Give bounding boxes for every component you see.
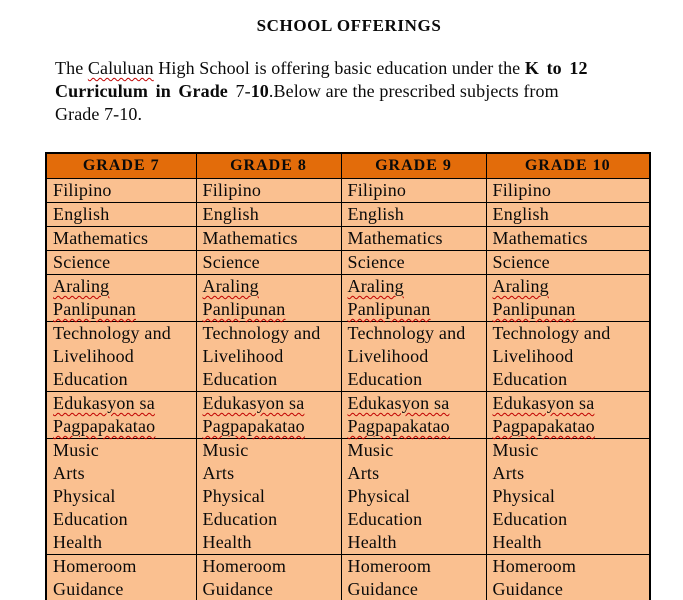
subject-cell [486, 227, 650, 251]
subject-line [53, 227, 192, 250]
subject-cell [341, 439, 486, 555]
intro-bold-segment: 10 [250, 81, 269, 101]
misspelled-word: Edukasyon sa [492, 393, 595, 413]
subject-line [203, 415, 337, 438]
subject-text: Mathematics [492, 228, 588, 248]
subject-text: English [347, 204, 404, 224]
subject-line [348, 203, 482, 226]
intro-text-segment: The [55, 58, 88, 78]
subject-text: Music [202, 440, 249, 460]
subject-cell [196, 275, 341, 322]
subject-line [493, 203, 646, 226]
misspelled-word: Panlipunan [492, 299, 576, 319]
subject-line [348, 555, 482, 578]
subject-text: Filipino [53, 180, 112, 200]
subject-cell [46, 322, 196, 392]
subject-cell [46, 439, 196, 555]
subject-cell [46, 275, 196, 322]
intro-bold-segment: Curriculum in Grade [55, 81, 236, 101]
subject-text: Mathematics [347, 228, 443, 248]
subject-text: Health [202, 532, 252, 552]
subject-line [348, 578, 482, 600]
subject-text: Filipino [347, 180, 407, 200]
subject-line [53, 322, 192, 345]
subject-text: Technology and [202, 323, 321, 343]
subject-text: Livelihood [347, 346, 429, 366]
subject-text: Arts [492, 463, 525, 483]
subject-line [348, 251, 482, 274]
subject-text: Physical [347, 486, 411, 506]
subject-text: Technology and [347, 323, 466, 343]
subject-line [348, 508, 482, 531]
subject-line [203, 578, 337, 600]
subject-line [53, 462, 192, 485]
subject-line [53, 531, 192, 554]
intro-text-segment: Grade 7-10. [55, 104, 143, 124]
subject-text: Filipino [492, 180, 552, 200]
subject-text: Music [492, 440, 539, 460]
subject-line [348, 531, 482, 554]
subject-row [46, 392, 650, 439]
misspelled-word: Panlipunan [53, 299, 136, 319]
subject-text: Homeroom [347, 556, 432, 576]
subject-line [348, 462, 482, 485]
intro-text-segment: High School is offering basic education under the [153, 58, 525, 78]
subject-text: Homeroom [53, 556, 137, 576]
subject-text: Education [347, 369, 423, 389]
subject-line [348, 179, 482, 202]
subject-cell [46, 203, 196, 227]
subject-text: Homeroom [492, 556, 577, 576]
misspelled-word: Edukasyon sa [202, 393, 305, 413]
subject-line [348, 275, 482, 298]
subject-line [493, 578, 646, 600]
subject-cell [341, 179, 486, 203]
subject-line [203, 179, 337, 202]
subject-line [203, 485, 337, 508]
subject-text: Science [53, 252, 111, 272]
subject-line [493, 392, 646, 415]
subject-line [493, 555, 646, 578]
subject-cell [196, 392, 341, 439]
subject-row [46, 275, 650, 322]
subject-text: Science [492, 252, 550, 272]
subject-cell [486, 439, 650, 555]
subject-cell [341, 203, 486, 227]
subject-line [203, 392, 337, 415]
subject-row [46, 555, 650, 600]
subject-line [348, 439, 482, 462]
subject-line [203, 531, 337, 554]
subject-text: Education [492, 509, 568, 529]
misspelled-word: Panlipunan [202, 299, 286, 319]
misspelled-word: Araling [53, 276, 110, 296]
misspelled-word: Araling [347, 276, 404, 296]
subject-text: Livelihood [53, 346, 134, 366]
subject-text: Homeroom [202, 556, 287, 576]
subject-line [53, 251, 192, 274]
subject-line [493, 508, 646, 531]
subject-line [348, 392, 482, 415]
misspelled-word: Araling [202, 276, 259, 296]
subject-text: Arts [347, 463, 380, 483]
subject-line [203, 227, 337, 250]
subject-cell [46, 251, 196, 275]
intro-bold-segment: K to 12 [524, 58, 588, 78]
intro-paragraph [55, 57, 651, 126]
subject-text: English [202, 204, 259, 224]
subject-cell [196, 322, 341, 392]
misspelled-word: Panlipunan [347, 299, 431, 319]
subject-cell [196, 227, 341, 251]
grade-column-header: GRADE 9 [341, 153, 486, 179]
table-header [46, 153, 650, 179]
subject-cell [46, 392, 196, 439]
subject-cell [341, 251, 486, 275]
subject-text: Guidance [202, 579, 274, 599]
subject-cell [196, 251, 341, 275]
subject-line [493, 179, 646, 202]
subject-line [53, 345, 192, 368]
subject-text: Science [347, 252, 405, 272]
subject-text: Guidance [347, 579, 419, 599]
grade-column-header: GRADE 10 [486, 153, 650, 179]
subject-cell [196, 439, 341, 555]
grade-column-header: GRADE 7 [46, 153, 196, 179]
subject-text: Science [202, 252, 260, 272]
subject-line [493, 322, 646, 345]
subject-line [203, 555, 337, 578]
table-body [46, 179, 650, 600]
subject-cell [486, 275, 650, 322]
subject-text: Music [347, 440, 394, 460]
subject-cell [341, 322, 486, 392]
subject-cell [486, 179, 650, 203]
subject-line [493, 485, 646, 508]
subject-cell [46, 179, 196, 203]
subject-cell [196, 555, 341, 600]
subject-cell [486, 322, 650, 392]
misspelled-word: Araling [492, 276, 549, 296]
subject-line [203, 345, 337, 368]
subject-text: Physical [202, 486, 266, 506]
misspelled-word: Pagpapakatao [202, 416, 305, 436]
subject-line [53, 203, 192, 226]
subject-line [493, 462, 646, 485]
subject-line [493, 298, 646, 321]
intro-text-segment: 7- [235, 81, 251, 101]
subject-text: Technology and [53, 323, 172, 343]
subject-text: English [492, 204, 549, 224]
subject-cell [341, 555, 486, 600]
subject-row [46, 203, 650, 227]
subject-cell [196, 203, 341, 227]
subject-text: Education [202, 369, 278, 389]
subject-line [493, 275, 646, 298]
subject-line [348, 227, 482, 250]
subject-text: Guidance [53, 579, 124, 599]
grade-header-row [46, 153, 650, 179]
misspelled-word: Pagpapakatao [492, 416, 595, 436]
subject-line [203, 322, 337, 345]
subject-line [493, 345, 646, 368]
subject-cell [46, 555, 196, 600]
subject-line [348, 298, 482, 321]
subject-text: Arts [202, 463, 235, 483]
subject-line [203, 368, 337, 391]
subject-text: Livelihood [492, 346, 574, 366]
subject-line [348, 485, 482, 508]
subject-row [46, 251, 650, 275]
subject-line [203, 298, 337, 321]
subject-line [53, 275, 192, 298]
subject-text: English [53, 204, 110, 224]
subject-line [53, 415, 192, 438]
subject-line [203, 275, 337, 298]
misspelled-word: Edukasyon sa [347, 393, 450, 413]
subject-text: Education [492, 369, 568, 389]
subject-line [53, 439, 192, 462]
subject-text: Guidance [492, 579, 564, 599]
school-offerings-table [45, 152, 651, 600]
subject-text: Physical [53, 486, 116, 506]
subject-line [493, 368, 646, 391]
subject-line [53, 179, 192, 202]
subject-text: Education [53, 369, 128, 389]
subject-text: Education [202, 509, 278, 529]
subject-line [493, 227, 646, 250]
subject-line [53, 508, 192, 531]
page-title: SCHOOL OFFERINGS [256, 16, 442, 35]
subject-line [348, 415, 482, 438]
subject-cell [486, 555, 650, 600]
subject-text: Health [347, 532, 397, 552]
subject-cell [486, 203, 650, 227]
grade-column-header: GRADE 8 [196, 153, 341, 179]
subject-cell [341, 227, 486, 251]
subject-text: Education [53, 509, 128, 529]
subject-text: Health [53, 532, 103, 552]
subject-row [46, 439, 650, 555]
subject-line [53, 578, 192, 600]
misspelled-word: Edukasyon sa [53, 393, 155, 413]
subject-line [348, 368, 482, 391]
subject-line [493, 439, 646, 462]
subject-row [46, 179, 650, 203]
subject-text: Mathematics [202, 228, 298, 248]
subject-line [493, 415, 646, 438]
subject-line [348, 322, 482, 345]
subject-cell [196, 179, 341, 203]
subject-line [203, 203, 337, 226]
subject-cell [486, 392, 650, 439]
misspelled-word: Pagpapakatao [347, 416, 450, 436]
subject-line [203, 439, 337, 462]
subject-text: Education [347, 509, 423, 529]
subject-text: Physical [492, 486, 556, 506]
subject-text: Technology and [492, 323, 611, 343]
subject-row [46, 322, 650, 392]
subject-line [53, 485, 192, 508]
subject-line [53, 392, 192, 415]
intro-text-segment: .Below are the prescribed subjects from [268, 81, 559, 101]
subject-cell [46, 227, 196, 251]
subject-text: Arts [53, 463, 85, 483]
subject-text: Livelihood [202, 346, 284, 366]
misspelled-word: Caluluan [87, 58, 154, 78]
subject-line [53, 555, 192, 578]
subject-line [493, 251, 646, 274]
subject-text: Filipino [202, 180, 262, 200]
subject-line [348, 345, 482, 368]
subject-line [53, 298, 192, 321]
misspelled-word: Pagpapakatao [53, 416, 156, 436]
subject-line [53, 368, 192, 391]
subject-text: Health [492, 532, 542, 552]
subject-cell [341, 275, 486, 322]
subject-line [203, 462, 337, 485]
subject-line [203, 508, 337, 531]
subject-cell [486, 251, 650, 275]
subject-row [46, 227, 650, 251]
subject-text: Music [53, 440, 99, 460]
subject-text: Mathematics [53, 228, 149, 248]
subject-line [493, 531, 646, 554]
subject-line [203, 251, 337, 274]
subject-cell [341, 392, 486, 439]
